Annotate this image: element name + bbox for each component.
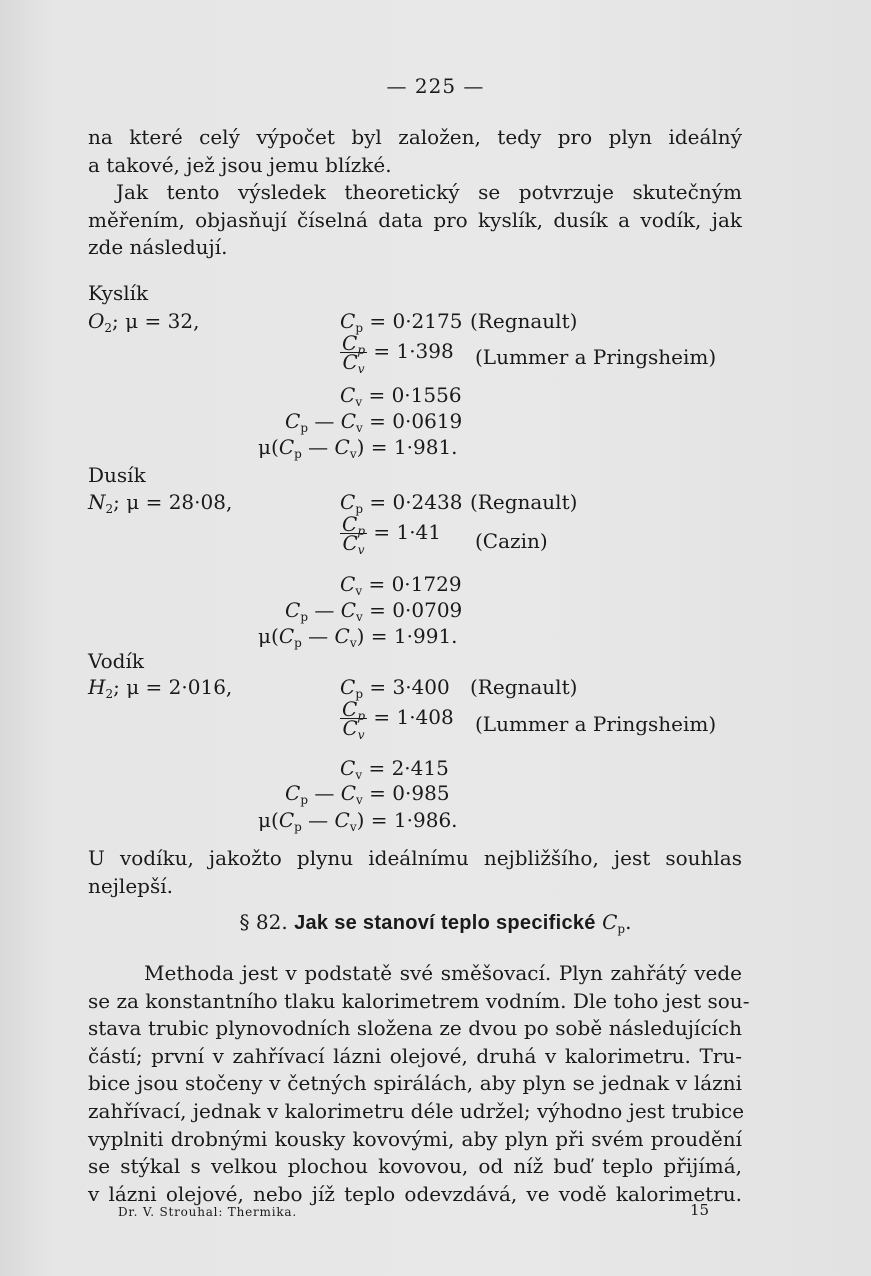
diff-vodik: $C_p$ — $C_v = 0\cdot 985$ bbox=[285, 781, 450, 807]
formula-sub: 2 bbox=[105, 502, 114, 516]
cp-kyslik: $C_p = 0\cdot 2175$ bbox=[340, 309, 463, 335]
intro-paragraph bbox=[88, 124, 742, 262]
ratio-vodik: $\frac{C_p}{C_v}$ = 1·408 bbox=[342, 697, 454, 742]
footer-signature: 15 bbox=[690, 1201, 710, 1219]
diff-kyslik: $C_p$ — $C_v = 0\cdot 0619$ bbox=[285, 409, 463, 435]
mu-diff-kyslik: $\mu(C_p$ — $C_v) = 1\cdot 981$. bbox=[258, 435, 458, 461]
cp-source-vodik: (Regnault) bbox=[470, 675, 578, 699]
section-end: . bbox=[625, 910, 632, 934]
mu-diff-value: = 1·986. bbox=[370, 808, 458, 832]
text-line: vyplniti drobnými kousky kovovými, aby plyn při svém proudění bbox=[88, 1126, 742, 1151]
section-heading bbox=[0, 910, 871, 935]
ratio-value: = 1·408 bbox=[373, 705, 454, 729]
mu-diff-value: = 1·991. bbox=[370, 624, 458, 648]
text-line: zde následují. bbox=[88, 235, 228, 259]
mu-diff-vodik: $\mu(C_p$ — $C_v) = 1\cdot 986$. bbox=[258, 808, 458, 834]
mu-diff-dusik: $\mu(C_p$ — $C_v) = 1\cdot 991$. bbox=[258, 624, 458, 650]
formula-sub: 2 bbox=[104, 321, 113, 335]
cp-value: = 3·400 bbox=[369, 675, 450, 699]
cp-dusik: $C_p = 0\cdot 2438$ bbox=[340, 490, 463, 516]
ratio-value: = 1·398 bbox=[373, 339, 454, 363]
text-line: U vodíku, jakožto plynu ideálnímu nejbližšího, jest souhlas bbox=[88, 846, 742, 870]
diff-value: = 0·985 bbox=[369, 781, 450, 805]
diff-value: = 0·0619 bbox=[369, 409, 463, 433]
text-line: stava trubic plynovodních složena ze dvou po sobě následujících bbox=[88, 1016, 742, 1041]
molar-mass: ; μ = 28·08, bbox=[113, 490, 233, 514]
ratio-source-kyslik: (Lummer a Pringsheim) bbox=[475, 345, 717, 369]
diff-dusik: $C_p$ — $C_v = 0\cdot 0709$ bbox=[285, 598, 463, 624]
text-line: na které celý výpočet byl založen, tedy pro plyn ideálný bbox=[88, 125, 742, 149]
text-line: nejlepší. bbox=[88, 873, 173, 898]
ratio-kyslik: $\frac{C_p}{C_v}$ = 1·398 bbox=[342, 331, 454, 376]
gas-name-dusik: Dusík bbox=[88, 463, 146, 487]
ratio-dusik: $\frac{C_p}{C_v}$ = 1·41 bbox=[342, 512, 442, 557]
text-line: měřením, objasňují číselná data pro kyslík, dusík a vodík, jak bbox=[88, 207, 742, 232]
conclusion-paragraph bbox=[88, 845, 742, 900]
section-symbol-sub: p bbox=[617, 922, 626, 936]
text-line: se stýkal s velkou plochou kovovou, od níž buď teplo přijímá, bbox=[88, 1154, 742, 1179]
cv-dusik: $C_v = 0\cdot 1729$ bbox=[340, 572, 462, 598]
gas-name-vodik: Vodík bbox=[88, 649, 144, 673]
cv-kyslik: $C_v = 0\cdot 1556$ bbox=[340, 383, 462, 409]
gas-name-kyslik: Kyslík bbox=[88, 281, 149, 305]
cp-vodik: $C_p = 3\cdot 400$ bbox=[340, 675, 450, 701]
formula-sub: 2 bbox=[105, 687, 114, 701]
formula-letter: N bbox=[88, 490, 106, 514]
mu-diff-value: = 1·981. bbox=[370, 435, 458, 459]
formula-letter: H bbox=[88, 675, 106, 699]
text-line: částí; první v zahřívací lázni olejové, druhá v kalorimetru. Tru- bbox=[88, 1043, 742, 1068]
formula-kyslik bbox=[88, 309, 199, 333]
formula-dusik bbox=[88, 490, 232, 514]
diff-value: = 0·0709 bbox=[369, 598, 463, 622]
cp-value: = 0·2175 bbox=[369, 309, 463, 333]
body-paragraph bbox=[88, 960, 750, 1208]
section-title: Jak se stanoví teplo specifické bbox=[294, 912, 596, 934]
text-line: bice jsou stočeny v četných spirálách, aby plyn se jednak v lázni bbox=[88, 1071, 742, 1096]
formula-letter: O bbox=[88, 309, 105, 333]
molar-mass: ; μ = 32, bbox=[112, 309, 200, 333]
text-line: Jak tento výsledek theoretický se potvrzuje skutečným bbox=[116, 180, 742, 204]
molar-mass: ; μ = 2·016, bbox=[113, 675, 233, 699]
formula-vodik bbox=[88, 675, 232, 699]
cp-source-dusik: (Regnault) bbox=[470, 490, 578, 514]
text-line: a takové, jež jsou jemu blízké. bbox=[88, 152, 392, 177]
cv-vodik: $C_v = 2\cdot 415$ bbox=[340, 756, 449, 782]
footer-author: Dr. V. Strouhal: Thermika. bbox=[118, 1205, 298, 1219]
ratio-source-dusik: (Cazin) bbox=[475, 529, 548, 553]
page-number: — 225 — bbox=[386, 74, 485, 98]
text-line: se za konstantního tlaku kalorimetrem vodním. Dle toho jest sou- bbox=[88, 988, 750, 1013]
cp-source-kyslik: (Regnault) bbox=[470, 309, 578, 333]
ratio-value: = 1·41 bbox=[373, 520, 442, 544]
ratio-source-vodik: (Lummer a Pringsheim) bbox=[475, 712, 717, 736]
section-number: § 82. bbox=[239, 910, 288, 934]
cv-value: = 0·1556 bbox=[368, 383, 462, 407]
text-line: v lázni olejové, nebo jíž teplo odevzdává, ve vodě kalorimetru. bbox=[88, 1181, 742, 1206]
cp-value: = 0·2438 bbox=[369, 490, 463, 514]
cv-value: = 0·1729 bbox=[368, 572, 462, 596]
section-symbol: C bbox=[602, 910, 618, 934]
text-line: zahřívací, jednak v kalorimetru déle udržel; výhodno jest trubice bbox=[88, 1098, 745, 1123]
cv-value: = 2·415 bbox=[368, 756, 449, 780]
text-line: Methoda jest v podstatě své směšovací. Plyn zahřátý vede bbox=[144, 961, 742, 985]
